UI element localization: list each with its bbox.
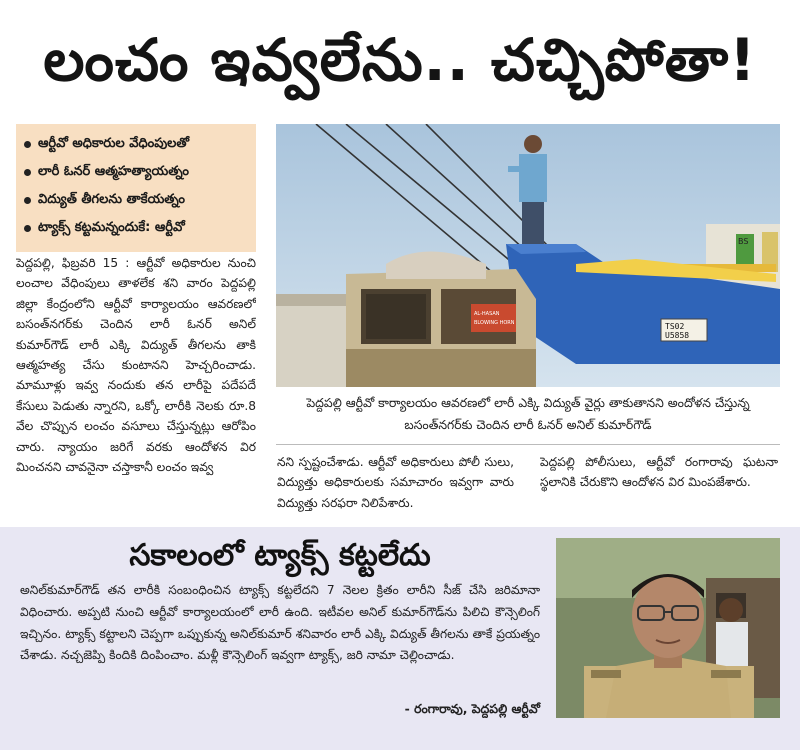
headline: లంచం ఇవ్వలేను.. చచ్చిపోతా! bbox=[43, 26, 757, 94]
article-text: నని స్పష్టంచేశాడు. ఆర్టీవో అధికారులు పోలీ సులు, విద్యుత్తు అధికారులకు సమాచారం ఇవ్వగా వారు విద్యుత్తు సరఫరా నిలిపేశారు. bbox=[277, 455, 514, 510]
cab-sign-line-2: BLOWING HORN bbox=[474, 320, 515, 326]
news-photo bbox=[276, 124, 780, 387]
plate-line-1: TS02 bbox=[665, 322, 685, 331]
article-column-3 bbox=[540, 452, 778, 524]
article-text: పెద్దపల్లి పోలీసులు, ఆర్టీవో రంగారావు ఘటనా స్థలానికి చేరుకొని ఆందోళన విర మింపజేశారు. bbox=[540, 455, 778, 490]
tank-label: BS bbox=[738, 237, 749, 246]
highlight-text: ట్యాక్స్ కట్టమన్నందుకే: ఆర్టీవో bbox=[38, 220, 185, 235]
highlight-text: విద్యుత్ తీగలను తాకేయత్నం bbox=[38, 192, 186, 207]
highlights-box bbox=[16, 124, 256, 252]
officer-photo bbox=[556, 538, 780, 718]
sidebar-attribution: - రంగారావు, పెద్దపల్లి ఆర్టీవో bbox=[404, 701, 540, 716]
highlight-item bbox=[24, 186, 250, 214]
highlight-item bbox=[24, 158, 250, 186]
highlight-text: లారీ ఓనర్ ఆత్మహత్యాయత్నం bbox=[38, 164, 189, 179]
bullet-icon bbox=[24, 225, 31, 232]
highlight-text: ఆర్టీవో అధికారుల వేధింపులతో bbox=[38, 136, 190, 151]
truck-photo-illustration bbox=[276, 124, 780, 387]
photo-caption: పెద్దపల్లి ఆర్టీవో కార్యాలయం ఆవరణలో లారీ ఎక్కి విద్యుత్ వైర్లు తాకుతానని అందోళన చేస్తున్న బసంత్‌నగర్‌కు చెందిన లారీ ఓనర్ అనిల్ కుమార్‌గౌడ్ bbox=[306, 395, 750, 432]
sidebar-body: అనిల్‌కుమార్‌గౌడ్ తన లారీకి సంబంధించిన ట్యాక్స్ కట్టలేదని 7 నెలల క్రితం లారీని సీజ్ చేసి జరిమానా విధించారు. అప్పటి నుంచి ఆర్టీవో కార్యాలయంలో లారీ ఉంది. ఇటీవల అనిల్ కుమార్‌గౌడ్‌ను పిలిచి కౌన్సెలింగ్ ఇచ్చినం. ట్యాక్స్ కట్టాలని చెప్పగా ఒప్పుకున్న అనిల్‌కుమార్ శనివారం లారీ ఎక్కి విద్యుత్ తీగలను తాకే ప్రయత్నం చేశాడు. నచ్చజెప్పి కిందికి దింపించాం. మళ్లీ కౌన్సెలింగ్ ఇవ్వగా ట్యాక్స్, జరి నామా చెల్లించాడు. bbox=[20, 583, 540, 663]
caption-divider bbox=[276, 444, 780, 445]
article-column-2 bbox=[277, 452, 514, 524]
sidebar-title: సకాలంలో ట్యాక్స్ కట్టలేదు bbox=[129, 538, 431, 573]
officer-portrait-illustration bbox=[556, 538, 780, 718]
cab-sign-line-1: AL-HASAN bbox=[474, 311, 500, 317]
plate-line-2: U5858 bbox=[665, 331, 690, 340]
bullet-icon bbox=[24, 169, 31, 176]
article-text: పెద్దపల్లి, ఫిబ్రవరి 15 : ఆర్టీవో అధికారుల నుంచి లంచాల వేధింపులు తాళలేక శని వారం పెద్దపల్లి జిల్లా కేంద్రంలోని ఆర్టీవో కార్యాలయం ఆవరణలో బసంత్‌నగర్‌కు చెందిన లారీ ఓనర్ అనిల్ కుమార్‌గౌడ్ లారీ ఎక్కి విద్యుత్ తీగలను తాకి ఆత్మహత్య చేసు కుంటానని హెచ్చరించాడు. మామూళ్లు ఇవ్వ నందుకు తన లారీపై పదేపదే కేసులు పెడుతు న్నారని, ఒక్కో లారీకి నెలకు రూ.8 వేల చొప్పున లంచం వసూలు చేస్తున్నట్లు ఆరోపిం చారు. న్యాయం జరిగే వరకు ఆందోళన విర మించనని చావనైనా చస్తాకానీ లంచం ఇవ్వ bbox=[16, 256, 256, 475]
article-column-1 bbox=[16, 253, 256, 523]
bullet-icon bbox=[24, 197, 31, 204]
bullet-icon bbox=[24, 141, 31, 148]
highlight-item bbox=[24, 130, 250, 158]
highlight-item bbox=[24, 214, 250, 242]
